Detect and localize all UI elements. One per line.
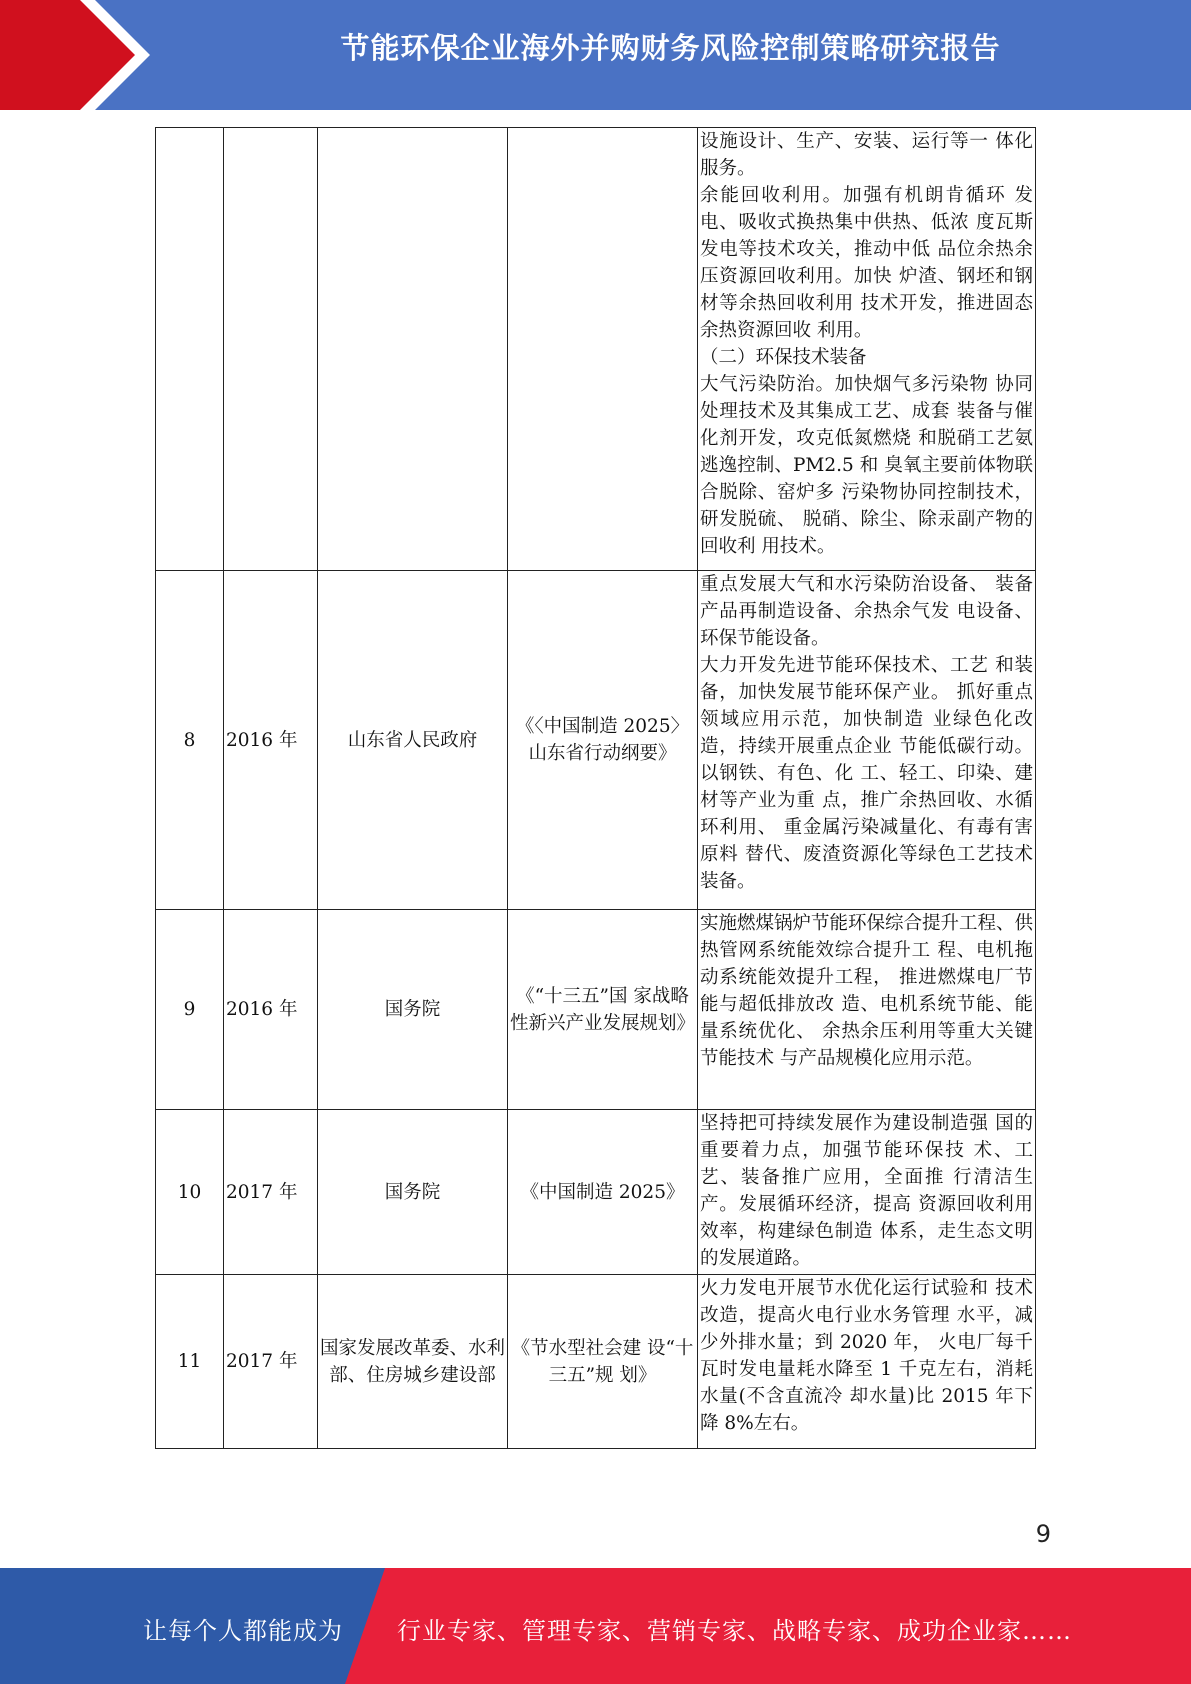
row-description: [698, 1110, 1036, 1275]
description-paragraph: 大力开发先进节能环保技术、工艺 和装备，加快发展节能环保产业。 抓好重点领域应用示范，加快制造 业绿色化改造，持续开展重点企业 节能低碳行动。以钢铁、有色、化 工、轻工、印染、建材等产业为重 点，推广余热回收、水循环利用、 重金属污染减量化、有毒有害原料 替代、废渣资源化等绿色工艺技术 装备。: [700, 655, 1033, 892]
description-paragraph: 火力发电开展节水优化运行试验和 技术改造，提高火电行业水务管理 水平，减少外排水量；到 2020 年， 火电厂每千瓦时发电量耗水降至 1 千克左右，消耗水量(不含直流冷 却水量)比 2015 年下降 8%左右。: [700, 1278, 1033, 1434]
row-issuer: 国家发展改革委、水利部、住房城乡建设部: [318, 1275, 508, 1449]
page-footer: [0, 1568, 1191, 1684]
row-number: [156, 128, 224, 571]
row-year: 2016 年: [224, 910, 318, 1110]
page-header: [0, 0, 1191, 110]
row-document: 《中国制造 2025》: [508, 1110, 698, 1275]
row-issuer: 国务院: [318, 910, 508, 1110]
table-row: [156, 910, 1036, 1110]
header-chevron-icon: [0, 0, 150, 110]
row-year: 2017 年: [224, 1110, 318, 1275]
row-year: [224, 128, 318, 571]
row-number: 10: [156, 1110, 224, 1275]
table-row: [156, 1275, 1036, 1449]
row-document: 《〈中国制造 2025〉山东省行动纲要》: [508, 571, 698, 910]
row-number: 9: [156, 910, 224, 1110]
row-year: 2016 年: [224, 571, 318, 910]
table-row: [156, 128, 1036, 571]
footer-slogan-right: 行业专家、管理专家、营销专家、战略专家、成功企业家……: [397, 1617, 1072, 1645]
description-paragraph: 余能回收利用。加强有机朗肯循环 发电、吸收式换热集中供热、低浓 度瓦斯发电等技术攻关，推动中低 品位余热余压资源回收利用。加快 炉渣、钢坯和钢材等余热回收利用 技术开发，推进固态余热资源回收 利用。: [700, 185, 1033, 341]
row-number: 8: [156, 571, 224, 910]
row-document: 《“十三五”国 家战略性新兴产业发展规划》: [508, 910, 698, 1110]
description-paragraph: 坚持把可持续发展作为建设制造强 国的重要着力点，加强节能环保技 术、工艺、装备推广应用，全面推 行清洁生产。发展循环经济，提高 资源回收利用效率，构建绿色制造 体系，走生态文明的发展道路。: [700, 1113, 1033, 1269]
row-description: [698, 128, 1036, 571]
description-paragraph: 大气污染防治。加快烟气多污染物 协同处理技术及其集成工艺、成套 装备与催化剂开发，攻克低氮燃烧 和脱硝工艺氨逃逸控制、PM2.5 和 臭氧主要前体物联合脱除、窑炉多 污染物协同控制技术，研发脱硫、 脱硝、除尘、除汞副产物的回收利 用技术。: [700, 374, 1033, 557]
row-year: 2017 年: [224, 1275, 318, 1449]
row-number: 11: [156, 1275, 224, 1449]
row-description: [698, 571, 1036, 910]
row-description: [698, 1275, 1036, 1449]
row-document: 《节水型社会建 设“十三五”规 划》: [508, 1275, 698, 1449]
policy-table: [155, 127, 1036, 1449]
description-paragraph: （二）环保技术装备: [700, 347, 867, 368]
description-paragraph: 设施设计、生产、安装、运行等一 体化服务。: [700, 131, 1033, 179]
row-document: [508, 128, 698, 571]
row-issuer: [318, 128, 508, 571]
report-title: 节能环保企业海外并购财务风险控制策略研究报告: [340, 31, 1001, 65]
table-row: [156, 571, 1036, 910]
row-description: [698, 910, 1036, 1110]
page-number: 9: [1035, 1520, 1051, 1548]
row-issuer: 国务院: [318, 1110, 508, 1275]
row-issuer: 山东省人民政府: [318, 571, 508, 910]
table-row: [156, 1110, 1036, 1275]
description-paragraph: 实施燃煤锅炉节能环保综合提升工程、供热管网系统能效综合提升工 程、电机拖动系统能效提升工程， 推进燃煤电厂节能与超低排放改 造、电机系统节能、能量系统优化、 余热余压利用等重大关键节能技术 与产品规模化应用示范。: [700, 913, 1034, 1069]
description-paragraph: 重点发展大气和水污染防治设备、 装备产品再制造设备、余热余气发 电设备、环保节能设备。: [700, 574, 1033, 649]
footer-slogan-left: 让每个人都能成为: [143, 1617, 343, 1645]
